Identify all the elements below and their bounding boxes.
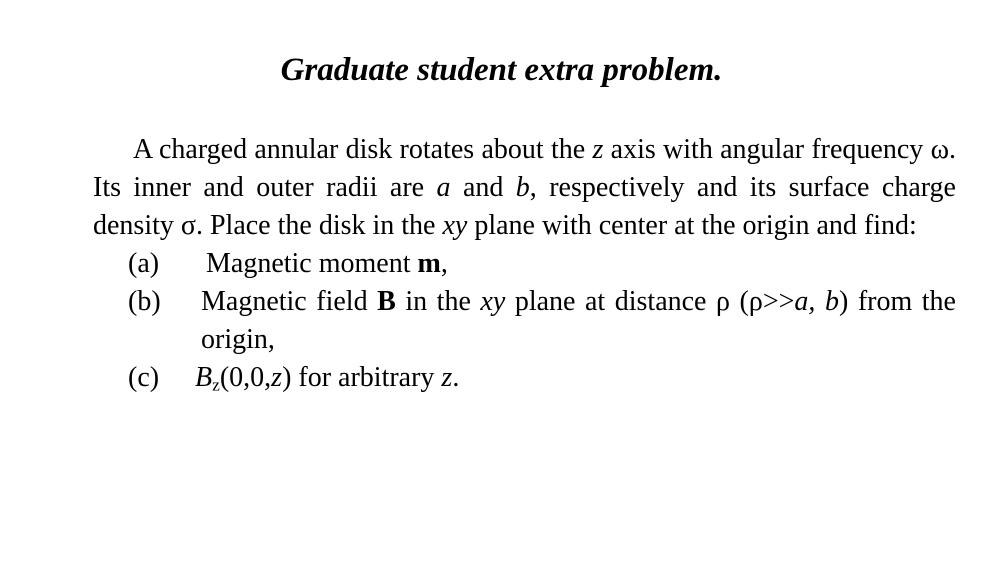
vector-m: m [417, 248, 441, 279]
question-item-c [93, 359, 956, 397]
question-text: . [452, 362, 460, 393]
question-text: , [440, 248, 448, 279]
problem-statement [93, 131, 956, 245]
question-text: (0,0, [219, 362, 272, 393]
question-marker: (c) [128, 362, 160, 393]
intro-text-2: axis with angular frequency ω. Its inner and outer radii are [93, 134, 957, 203]
var-a-b: a, b [794, 286, 839, 317]
question-text: Magnetic field [201, 286, 378, 317]
question-marker: (b) [128, 286, 161, 317]
question-text: ) for arbitrary [282, 362, 442, 393]
intro-var-b: b [515, 172, 530, 203]
question-text: Magnetic moment [206, 248, 418, 279]
intro-text-1: A charged annular disk rotates about the [133, 134, 593, 165]
question-list [93, 245, 956, 397]
var-bz: B [195, 362, 213, 393]
var-z: z [441, 362, 453, 393]
problem-body [93, 131, 956, 397]
question-item-b [93, 283, 956, 359]
intro-text-4: , respectively and its surface charge density σ. Place the disk in the [93, 172, 956, 241]
problem-title: Graduate student extra problem. [280, 52, 723, 88]
question-text: plane at distance ρ (ρ>> [505, 286, 795, 317]
question-text: ) from the origin, [201, 286, 956, 355]
intro-var-z: z [592, 134, 604, 165]
intro-text-3: and [450, 172, 516, 203]
var-xy: xy [480, 286, 506, 317]
var-z: z [271, 362, 283, 393]
intro-var-a: a [436, 172, 451, 203]
intro-var-xy: xy [442, 210, 468, 241]
intro-text-5: plane with center at the origin and find: [467, 210, 917, 241]
question-marker: (a) [128, 248, 160, 279]
question-text: in the [395, 286, 481, 317]
subscript-z: z [212, 375, 220, 395]
vector-b: B [377, 286, 396, 317]
question-item-a [93, 245, 956, 283]
